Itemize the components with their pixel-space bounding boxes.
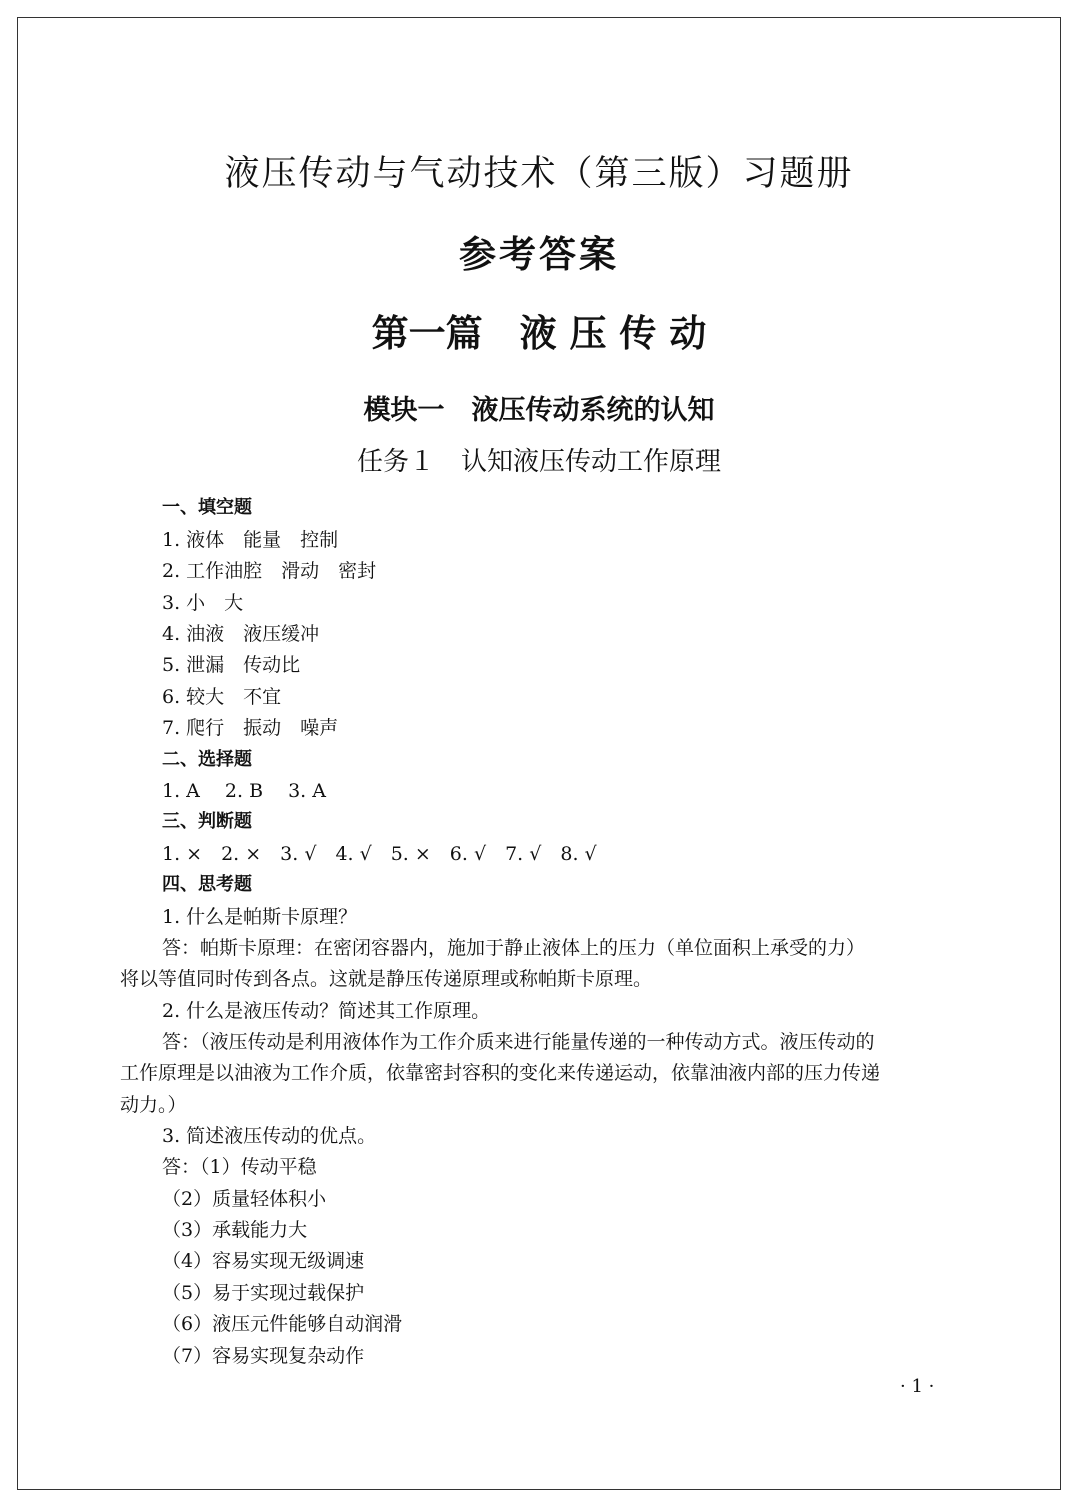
page-number: · 1 ·	[900, 1376, 935, 1397]
answer-line: （2）质量轻体积小	[162, 1188, 327, 1210]
answer-line: 将以等值同时传到各点。这就是静压传递原理或称帕斯卡原理。	[120, 968, 653, 990]
question: 1. 什么是帕斯卡原理？	[162, 906, 358, 928]
answer-line: （6）液压元件能够自动润滑	[162, 1313, 403, 1335]
section-heading-judge: 三、判断题	[162, 811, 252, 832]
answer-line: （3）承载能力大	[162, 1219, 308, 1241]
fill-answer: 6. 较大 不宜	[162, 686, 282, 708]
choice-answers: 1. A 2. B 3. A	[162, 780, 326, 802]
section-heading-think: 四、思考题	[162, 874, 252, 895]
fill-answer: 5. 泄漏 传动比	[162, 654, 301, 676]
answer-line: 动力。）	[120, 1094, 187, 1116]
document-title: 参考答案	[459, 233, 619, 276]
answer-line: （4）容易实现无级调速	[162, 1250, 365, 1272]
question: 3. 简述液压传动的优点。	[162, 1125, 377, 1147]
module-title: 模块一 液压传动系统的认知	[363, 395, 715, 426]
fill-answer: 3. 小 大	[162, 592, 244, 614]
fill-answer: 7. 爬行 振动 噪声	[162, 717, 339, 739]
section-heading-choice: 二、选择题	[162, 749, 252, 770]
answer-line: 答：（1）传动平稳	[162, 1156, 317, 1178]
answer-line: （7）容易实现复杂动作	[162, 1345, 365, 1367]
section-heading-fill: 一、填空题	[162, 497, 252, 518]
answer-line: 答：帕斯卡原理：在密闭容器内，施加于静止液体上的压力（单位面积上承受的力）	[162, 937, 866, 959]
fill-answer: 2. 工作油腔 滑动 密封	[162, 560, 377, 582]
answer-line: 答：（液压传动是利用液体作为工作介质来进行能量传递的一种传动方式。液压传动的	[162, 1031, 875, 1053]
book-title: 液压传动与气动技术（第三版）习题册	[224, 154, 854, 194]
answer-line: （5）易于实现过载保护	[162, 1282, 365, 1304]
answer-line: 工作原理是以油液为工作介质，依靠密封容积的变化来传递运动，依靠油液内部的压力传递	[120, 1062, 881, 1084]
fill-answer: 4. 油液 液压缓冲	[162, 623, 320, 645]
task-title: 任务１ 认知液压传动工作原理	[356, 447, 721, 477]
question: 2. 什么是液压传动？简述其工作原理。	[162, 1000, 491, 1022]
fill-answer: 1. 液体 能量 控制	[162, 529, 339, 551]
judge-answers: 1. × 2. × 3. √ 4. √ 5. × 6. √ 7. √ 8. √	[162, 843, 597, 865]
part-title: 第一篇 液 压 传 动	[371, 311, 707, 355]
